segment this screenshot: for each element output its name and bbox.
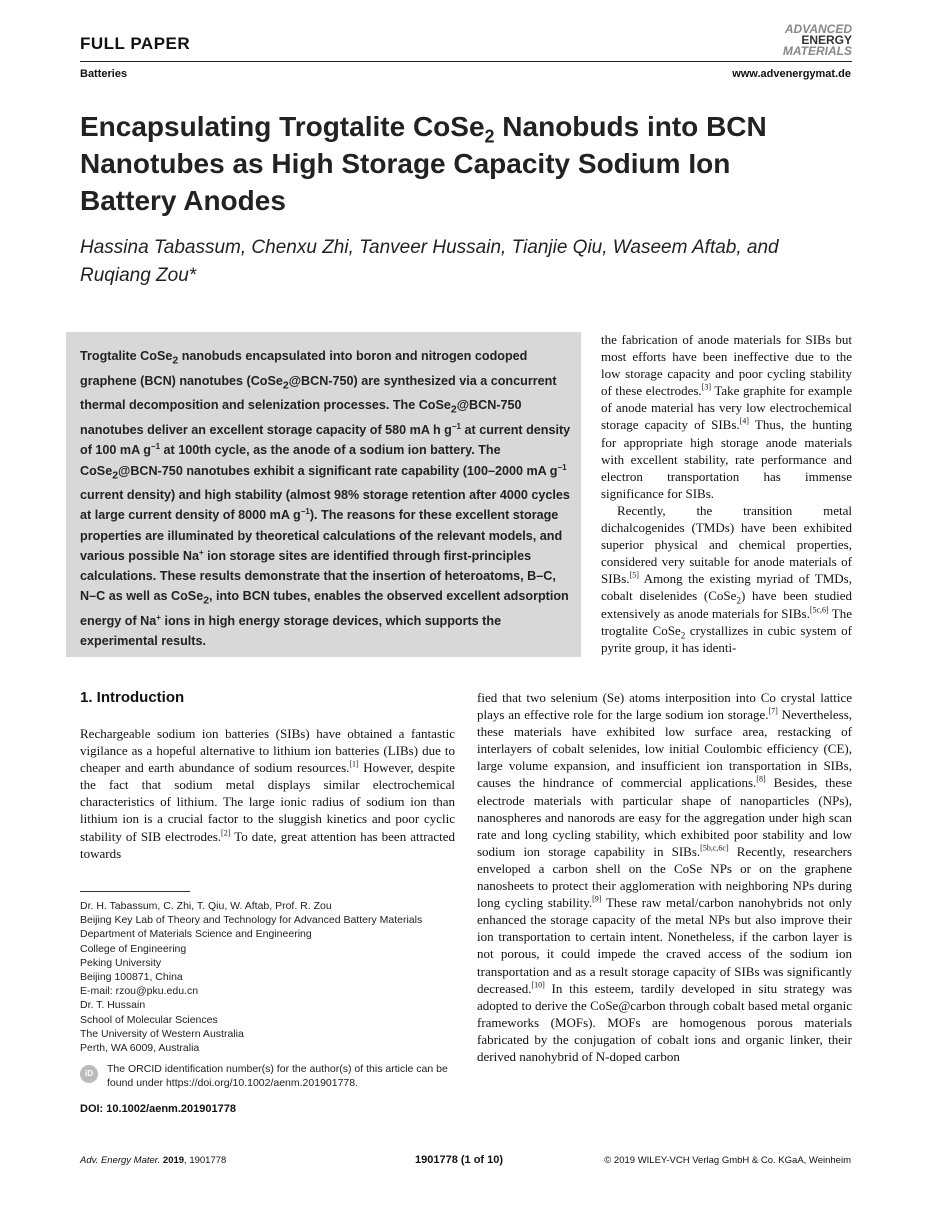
affiliation-line: Dr. H. Tabassum, C. Zhi, T. Qiu, W. Aftab, Prof. R. Zou [80,900,332,912]
citation-link[interactable]: [5] [629,570,639,580]
paper-title [80,108,780,219]
citation-link[interactable]: [5b,c,6c] [700,843,729,853]
affiliation-rule [80,891,190,892]
affiliation-line: Perth, WA 6009, Australia [80,1042,200,1055]
doi-label[interactable]: DOI: 10.1002/aenm.201901778 [80,1103,236,1115]
affiliations [80,899,460,1055]
title-subscript: 2 [484,126,495,147]
citation-link[interactable]: [3] [701,382,711,392]
paragraph: Recently, the transition metal dichalcogenides (TMDs) have been exhibited superior physical and chemical properties, considered very suitable for anode materials of SIBs.[5] Among the existing myriad of TMDs, cobalt diselenides (CoSe$_2$) have been studied extensively as anode materials for SIBs.[5c,6] The trogtalite CoSe$_2$ crystallizes in cubic system of pyrite group, it has identi- [601,502,852,655]
logo-line-2: ENERGY [801,33,852,47]
title-part-2: Nanobuds into BCN Nanotubes as High Storage Capacity Sodium Ion Battery Anodes [80,111,767,216]
affiliation-email[interactable]: E-mail: rzou@pku.edu.cn [80,985,199,998]
section-label: Batteries [80,68,128,80]
citation-link[interactable]: [2] [221,828,231,838]
affiliation-line: School of Molecular Sciences [80,1013,218,1026]
journal-url[interactable]: www.advenergymat.de [732,68,851,80]
orcid-icon[interactable]: iD [80,1065,98,1083]
affiliation-line: The University of Western Australia [80,1027,244,1040]
article-type-label: FULL PAPER [80,34,191,53]
affiliation-line: Beijing 100871, China [80,971,183,984]
intro-paragraph: Rechargeable sodium ion batteries (SIBs) have obtained a fantastic vigilance as a hopeful alternative to lithium ion batteries (LIBs) due to cheaper and earth abundance of sodium resources.[1] However, despite the fact that sodium metal displays similar electrochemical characteristics of lithium. The large ionic radius of sodium ion than lithium ion is a crucial factor to the sluggish kinetics and poor cyclic stability of SIB electrodes.[2] To date, great attention has been attracted towards [80,726,455,861]
citation-link[interactable]: [10] [531,980,545,990]
citation-link[interactable]: [4] [739,417,749,427]
logo-line-3: MATERIALS [782,44,852,58]
logo-line-1: ADVANCED [784,22,852,36]
paragraph: the fabrication of anode materials for SIBs but most efforts have been ineffective due to the low storage capacity and poor cycling stability of these electrodes.[3] Take graphite for example of anode material has very low electrochemical storage capacity of SIBs.[4] Thus, the hunting for appropriate high storage anode materials with excellent stability, rate performance and electron transportation has immense significance for SIBs. [601,332,853,501]
citation-link[interactable]: [7] [768,706,778,716]
affiliation-line: College of Engineering [80,942,187,955]
author-list: Hassina Tabassum, Chenxu Zhi, Tanveer Hussain, Tianjie Qiu, Waseem Aftab, and Ruqiang Zou* [80,237,779,286]
abstract-text: Trogtalite CoSe$_2$ nanobuds encapsulated into boron and nitrogen codoped graphene (BCN) nanotubes (CoSe$_2$@BCN-750) are synthesized via a concurrent thermal decomposition and selenization processes. The CoSe$_2$@BCN-750 nanotubes deliver an excellent storage capacity of 580 mA h $g^{-1}$ at current density of 100 mA $g^{-1}$ at 100th cycle, as the anode of a sodium ion battery. The CoSe$_2$@BCN-750 nanotubes exhibit a significant rate capability (100–2000 mA $g^{-1}$ current density) and high stability (almost 98% storage retention after 4000 cycles at large current density of 8000 mA $g^{-1}$). The reasons for these excellent storage properties are illuminated by theoretical calculations of the relevant models, and various possible Na+ ion storage sites are identified through first-principles calculations. These results demonstrate that the insertion of heteroatoms, B–C, N–C as well as CoSe$_2$, into BCN tubes, enables the observed excellent adsorption energy of Na+ ions in high energy storage devices, which supports the experimental results. [80,349,571,649]
page-number: 1901778 (1 of 10) [415,1154,504,1166]
affiliation-line: Dr. T. Hussain [80,999,146,1012]
affiliation-line: Beijing Key Lab of Theory and Technology for Advanced Battery Materials [80,914,423,927]
citation-link[interactable]: [5c,6] [809,605,829,615]
title-part-1: Encapsulating Trogtalite CoSe [80,111,485,142]
orcid-note: The ORCID identification number(s) for the author(s) of this article can be found under https://doi.org/10.1002/aenm.201901778. [107,1063,448,1090]
citation-link[interactable]: [9] [592,894,602,904]
footer-citation: Adv. Energy Mater. 2019, 1901778 [80,1155,227,1166]
citation-link[interactable]: [8] [756,775,766,785]
copyright: © 2019 WILEY-VCH Verlag GmbH & Co. KGaA, Weinheim [604,1155,851,1166]
right-column-top [601,331,852,656]
citation-link[interactable]: [1] [349,759,359,769]
affiliation-line: Peking University [80,956,162,969]
section-heading: 1. Introduction [80,689,185,706]
journal-logo [783,24,852,57]
affiliation-line: Department of Materials Science and Engineering [80,928,312,941]
header-rule [80,61,852,62]
right-column-bottom: fied that two selenium (Se) atoms interposition into Co crystal lattice plays an effective role for the large sodium ion storage.[7] Nevertheless, these materials have exhibited low surface area, restacking of interlayers of cobalt selenides, low initial Coulombic efficiency (CE), large volume expansion, and insufficient ion transportation in SIBs, causes the hindrance of commercial applications.[8] Besides, these electrode materials with particular shape of nanoparticles (NPs), nanospheres and nanorods are easy for the aggregation under high scan rate and long cycling stability, which exhibited poor stability and low sodium ion storage capability in SIBs.[5b,c,6c] Recently, researchers enveloped a carbon shell on the CoSe NPs or on the graphene nanosheets to protect their agglomeration with neighboring NPs during long cycling stability.[9] These raw metal/carbon nanohybrids not only enhanced the storage capacity of the metal NPs but also improve their ion transportation to certain intent. Nonetheless, if the carbon layer is not porous, it could impede the craved access of the sodium ion transportation and as a result storage capacity of SIBs was significantly decreased.[10] In this esteem, tardily developed in situ strategy was adopted to derive the CoSe@carbon through cobalt based metal organic frameworks (MOFs). MOFs are homogenous porous materials fabricated by the conjugation of cobalt ions and organic linker, their derived nanohybrid of N-doped carbon [477,690,853,1064]
